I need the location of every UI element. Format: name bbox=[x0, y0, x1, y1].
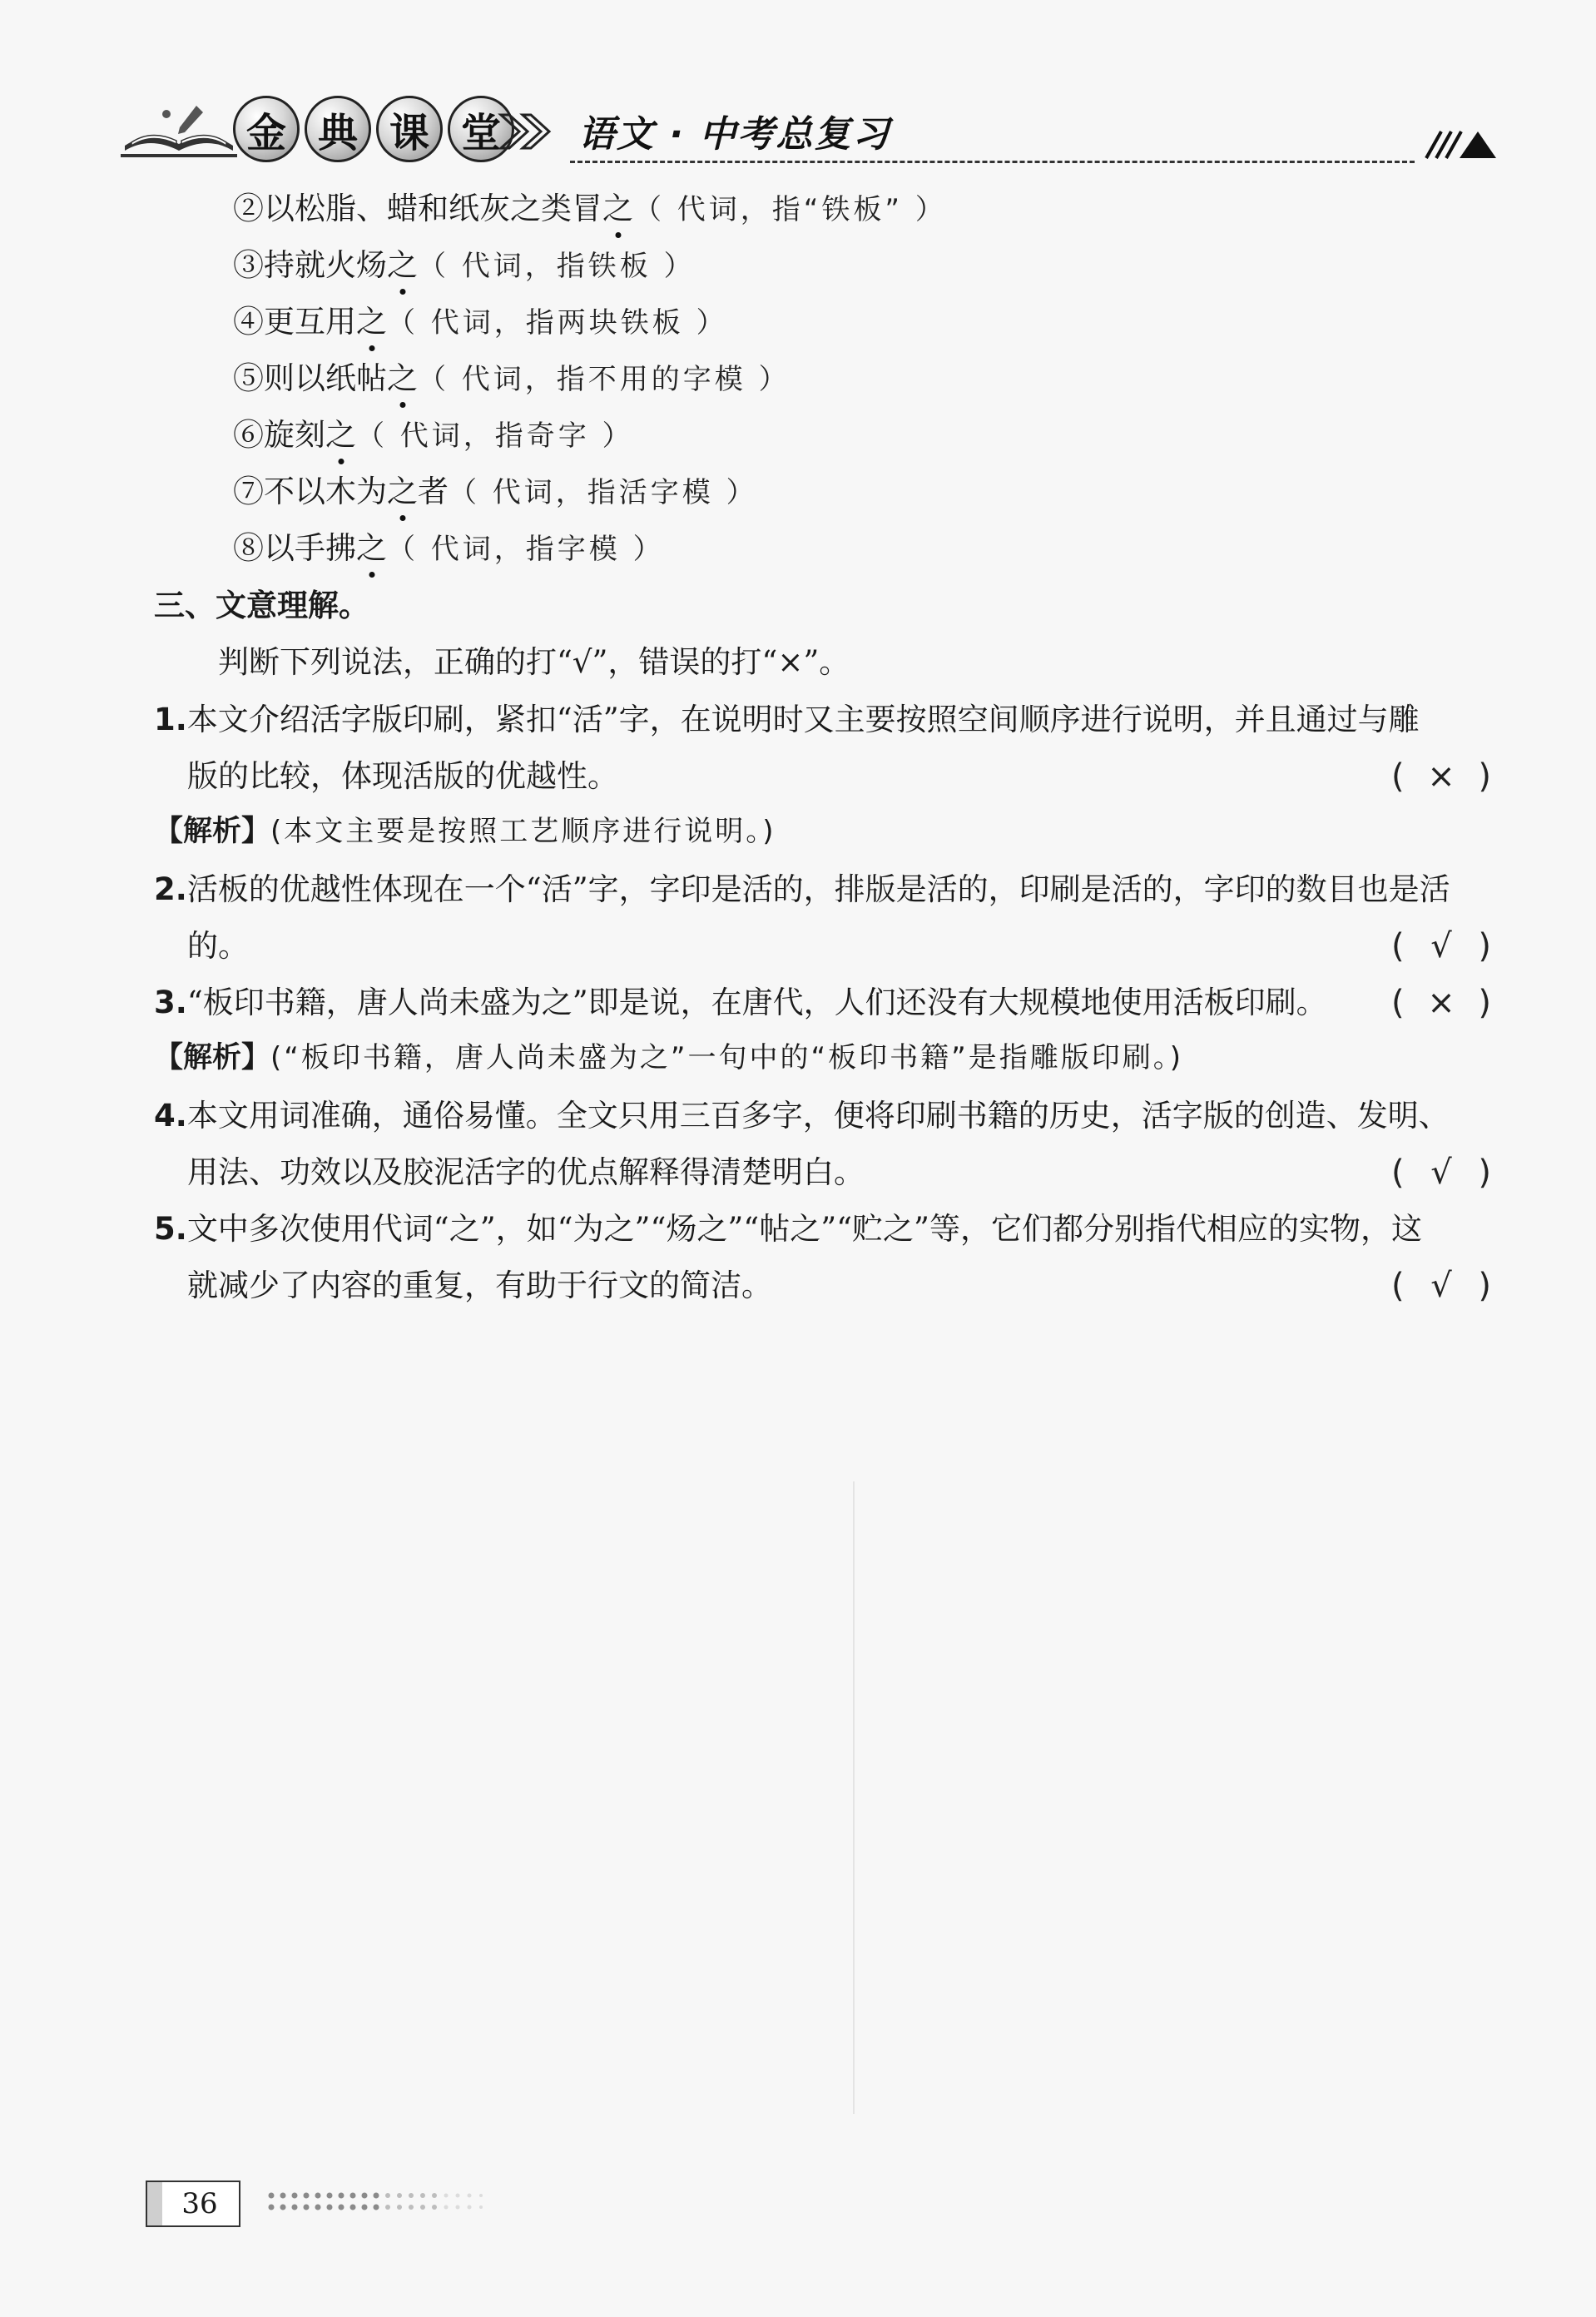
stripe-triangle-icon bbox=[1423, 125, 1498, 162]
item-annotation: （ 代词，指不用的字模 ） bbox=[418, 363, 791, 396]
question-line bbox=[154, 871, 1450, 907]
answer-paren-close: ) bbox=[1478, 1154, 1491, 1192]
book-subtitle: 语文 · 中考总复习 bbox=[578, 113, 891, 156]
question-line bbox=[154, 987, 1327, 1018]
question-text: 活板的优越性体现在一个“活”字，字印是活的，排版是活的，印刷是活的，字印的数目也是活 bbox=[186, 871, 1450, 907]
list-item bbox=[233, 304, 728, 340]
answer-paren-close: ) bbox=[1478, 1267, 1491, 1305]
answer-paren-close: ) bbox=[1478, 984, 1491, 1022]
answer-paren-open: ( bbox=[1391, 984, 1405, 1022]
item-text: 更互用 bbox=[264, 304, 356, 340]
item-text: 以手拂 bbox=[264, 530, 356, 566]
question-number: 5. bbox=[154, 1211, 187, 1247]
answer-paren-open: ( bbox=[1391, 1267, 1405, 1305]
question-line bbox=[154, 1211, 1422, 1247]
page-footer bbox=[146, 2181, 562, 2230]
answer-paren-close: ) bbox=[1478, 927, 1491, 965]
answer-paren-open: ( bbox=[1391, 927, 1405, 965]
analysis-tag: 【解析】 bbox=[154, 815, 271, 848]
emphasized-char: 之 bbox=[356, 530, 387, 566]
emphasized-char: 之 bbox=[325, 417, 356, 453]
page-number-box bbox=[146, 2181, 240, 2227]
emphasized-char: 之 bbox=[387, 474, 418, 509]
answer-box bbox=[1391, 1154, 1491, 1192]
list-item bbox=[233, 530, 665, 566]
item-text: 则以纸帖 bbox=[264, 360, 387, 396]
brand-char: 典 bbox=[305, 96, 371, 162]
list-item bbox=[233, 476, 758, 507]
question-text: 本文用词准确，通俗易懂。全文只用三百多字，便将印刷书籍的历史，活字版的创造、发明、 bbox=[186, 1098, 1450, 1134]
analysis-text: (本文主要是按照工艺顺序进行说明。) bbox=[270, 815, 776, 848]
question-text: “板印书籍，唐人尚未盛为之”即是说，在唐代，人们还没有大规模地使用活板印刷。 bbox=[186, 985, 1327, 1020]
double-chevron-right-icon bbox=[498, 111, 556, 152]
emphasized-char: 之 bbox=[356, 304, 387, 340]
item-label: ⑦ bbox=[233, 474, 264, 509]
item-annotation: （ 代词，指活字模 ） bbox=[449, 476, 758, 509]
question-number: 3. bbox=[154, 985, 187, 1020]
answer-mark: × bbox=[1427, 757, 1455, 796]
answer-box bbox=[1391, 927, 1491, 965]
item-annotation: （ 代词，指奇字 ） bbox=[356, 419, 634, 453]
emphasized-char: 之 bbox=[387, 360, 418, 396]
answer-paren-open: ( bbox=[1391, 1154, 1405, 1192]
item-text: 持就火炀 bbox=[264, 247, 387, 283]
list-item bbox=[233, 193, 947, 224]
item-text: 旋刻 bbox=[264, 417, 325, 453]
item-label: ③ bbox=[233, 247, 264, 283]
answer-mark: √ bbox=[1430, 1267, 1452, 1305]
item-text: 以松脂、蜡和纸灰之类冒 bbox=[264, 191, 602, 226]
brand-logo bbox=[233, 96, 514, 162]
answer-mark: √ bbox=[1430, 927, 1452, 965]
question-line: 用法、功效以及胶泥活字的优点解释得清楚明白。 bbox=[187, 1154, 865, 1190]
emphasized-char: 之 bbox=[387, 247, 418, 283]
page-number: 36 bbox=[181, 2187, 218, 2220]
analysis-note bbox=[154, 817, 776, 846]
item-label: ② bbox=[233, 191, 264, 226]
gutter-line bbox=[853, 1481, 855, 2114]
emphasized-char: 之 bbox=[602, 191, 633, 226]
question-text: 文中多次使用代词“之”，如“为之”“炀之”“帖之”“贮之”等，它们都分别指代相应的实物，这 bbox=[186, 1211, 1422, 1247]
brand-char: 堂 bbox=[448, 96, 514, 162]
list-item bbox=[233, 360, 791, 396]
item-annotation: （ 代词，指两块铁板 ） bbox=[387, 306, 728, 340]
question-line: 版的比较，体现活版的优越性。 bbox=[187, 758, 618, 794]
item-label: ⑥ bbox=[233, 417, 264, 453]
analysis-text: (“板印书籍，唐人尚未盛为之”一句中的“板印书籍”是指雕版印刷。) bbox=[270, 1041, 1183, 1074]
answer-paren-close: ) bbox=[1478, 757, 1491, 796]
section-heading: 三、文意理解。 bbox=[154, 588, 369, 623]
header-divider bbox=[570, 161, 1415, 163]
dot-pattern-decoration bbox=[266, 2189, 533, 2219]
analysis-note bbox=[154, 1041, 1183, 1074]
answer-paren-open: ( bbox=[1391, 757, 1405, 796]
item-label: ④ bbox=[233, 304, 264, 340]
item-label: ⑧ bbox=[233, 530, 264, 566]
item-text: 不以木为 bbox=[264, 474, 387, 509]
brand-char: 课 bbox=[376, 96, 443, 162]
answer-mark: × bbox=[1427, 984, 1455, 1022]
open-book-icon bbox=[116, 96, 241, 162]
question-number: 2. bbox=[154, 871, 187, 907]
question-line bbox=[154, 704, 1420, 735]
question-number: 1. bbox=[154, 702, 187, 737]
answer-box bbox=[1391, 1267, 1491, 1305]
list-item bbox=[233, 417, 634, 453]
item-label: ⑤ bbox=[233, 360, 264, 396]
answer-mark: √ bbox=[1430, 1154, 1452, 1192]
question-line: 就减少了内容的重复，有助于行文的简洁。 bbox=[187, 1268, 772, 1303]
answer-box bbox=[1391, 984, 1491, 1022]
question-number: 4. bbox=[154, 1098, 187, 1134]
page-header bbox=[108, 79, 1489, 171]
list-item bbox=[233, 247, 696, 283]
brand-char: 金 bbox=[233, 96, 300, 162]
question-line bbox=[154, 1098, 1450, 1134]
section-instruction: 判断下列说法，正确的打“√”，错误的打“×”。 bbox=[218, 644, 850, 680]
answer-box bbox=[1391, 757, 1491, 796]
analysis-tag: 【解析】 bbox=[154, 1041, 271, 1074]
item-annotation: （ 代词，指“铁板” ） bbox=[633, 193, 947, 226]
question-line: 的。 bbox=[187, 928, 249, 964]
item-text-tail: 者 bbox=[418, 474, 449, 509]
item-annotation: （ 代词，指铁板 ） bbox=[418, 250, 696, 283]
question-text: 本文介绍活字版印刷，紧扣“活”字，在说明时又主要按照空间顺序进行说明，并且通过与雕 bbox=[186, 702, 1420, 737]
item-annotation: （ 代词，指字模 ） bbox=[387, 533, 665, 566]
